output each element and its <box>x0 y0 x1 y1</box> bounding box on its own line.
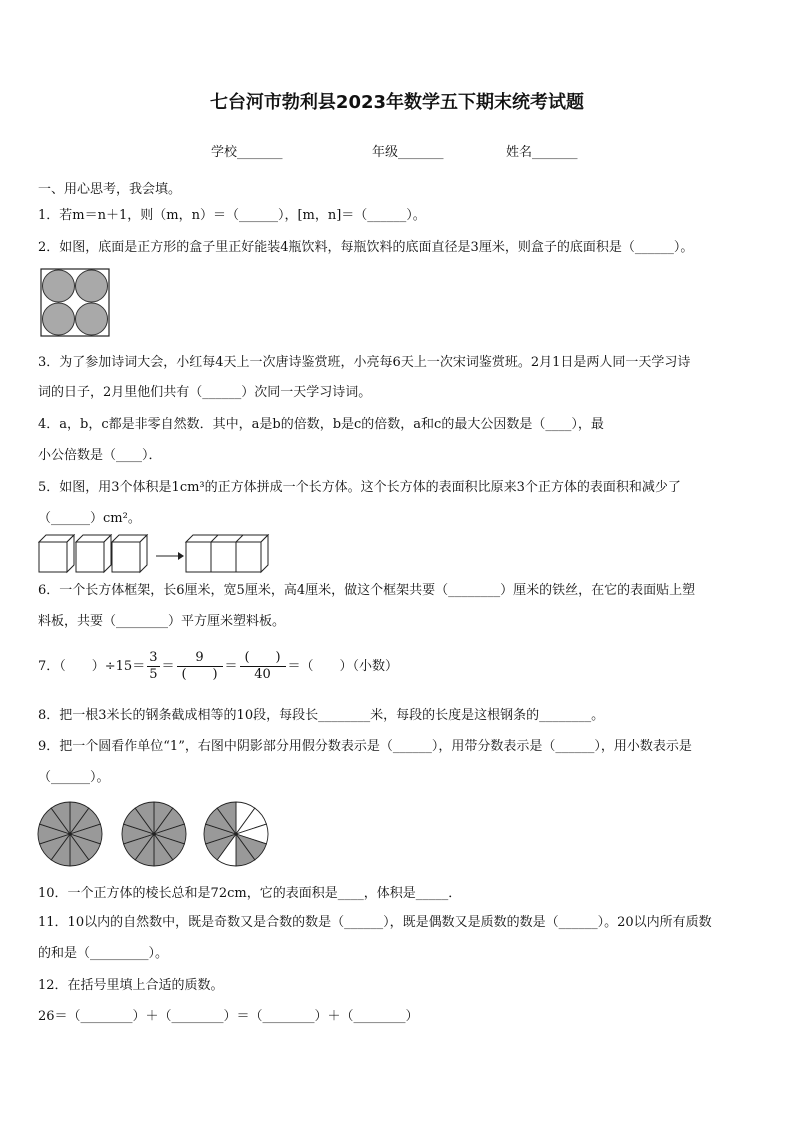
question-6-line-2: 料板，共要（________）平方厘米塑料板。 <box>38 614 286 629</box>
question-3-line-2: 词的日子，2月里他们共有（______）次同一天学习诗词。 <box>38 385 372 400</box>
question-6-line-1: 6．一个长方体框架，长6厘米，宽5厘米，高4厘米，做这个框架共要（________）厘米的铁丝，在它的表面贴上塑 <box>38 583 696 598</box>
question-3-line-1: 3．为了参加诗词大会，小红每4天上一次唐诗鉴赏班，小亮每6天上一次宋词鉴赏班。2月1日是两人同一天学习诗 <box>38 355 691 370</box>
question-11-line-1: 11．10以内的自然数中，既是奇数又是合数的数是（______），既是偶数又是质数的数是（______）。20以内所有质数 <box>38 915 712 930</box>
box-with-four-bottles-figure <box>40 268 112 338</box>
grade-field[interactable]: 年级_______ <box>372 145 444 160</box>
section-heading: 一、用心思考，我会填。 <box>38 182 182 197</box>
question-9-line-1: 9．把一个圆看作单位“1”，右图中阴影部分用假分数表示是（______），用带分数表示是（______），用小数表示是 <box>38 739 692 754</box>
question-12: 12．在括号里填上合适的质数。 <box>38 978 224 993</box>
question-8: 8．把一根3米长的钢条截成相等的10段，每段长________米，每段的长度是这根钢条的________。 <box>38 708 605 723</box>
name-field[interactable]: 姓名_______ <box>506 145 578 160</box>
fraction-9-blank: $\frac{9}{( )}$ <box>177 650 223 683</box>
school-field[interactable]: 学校_______ <box>211 145 283 160</box>
q7-suffix: ＝（ ）（小数） <box>287 659 399 674</box>
fraction-blank-40: $\frac{( )}{40}$ <box>240 650 286 683</box>
page-title: 七台河市勃利县2023年数学五下期末统考试题 <box>209 92 585 113</box>
q7-prefix: 7．（ ）÷15＝ <box>38 659 146 674</box>
question-12-equation: 26＝（________）＋（________）＝（________）＋（________） <box>38 1009 419 1024</box>
question-2: 2．如图，底面是正方形的盒子里正好能装4瓶饮料，每瓶饮料的底面直径是3厘米，则盒子的底面积是（______）。 <box>38 240 694 255</box>
question-7: 7．（ ）÷15＝ $\frac{3}{5}$ ＝ $\frac{9}{( )}$ ＝ $\frac{( )}{40}$ ＝（ ）（小数） <box>38 650 399 682</box>
question-9-line-2: （______）。 <box>38 770 110 785</box>
question-11-line-2: 的和是（_________）。 <box>38 946 169 961</box>
cubes-to-cuboid-figure <box>38 534 270 574</box>
question-4-line-1: 4．a，b，c都是非零自然数．其中，a是b的倍数，b是c的倍数，a和c的最大公因数是（____），最 <box>38 417 604 432</box>
fraction-3-5: $\frac{3}{5}$ <box>149 650 158 682</box>
question-5-line-2: （______）cm²。 <box>38 511 141 526</box>
question-4-line-2: 小公倍数是（____）． <box>38 448 162 463</box>
shaded-circles-figure <box>36 800 276 870</box>
question-10: 10．一个正方体的棱长总和是72cm，它的表面积是____，体积是_____． <box>38 886 462 901</box>
question-5-line-1: 5．如图，用3个体积是1cm³的正方体拼成一个长方体。这个长方体的表面积比原来3个正方体的表面积和减少了 <box>38 480 681 495</box>
question-1: 1．若m＝n＋1，则（m，n）＝（______），[m，n]＝（______）。 <box>38 208 426 223</box>
